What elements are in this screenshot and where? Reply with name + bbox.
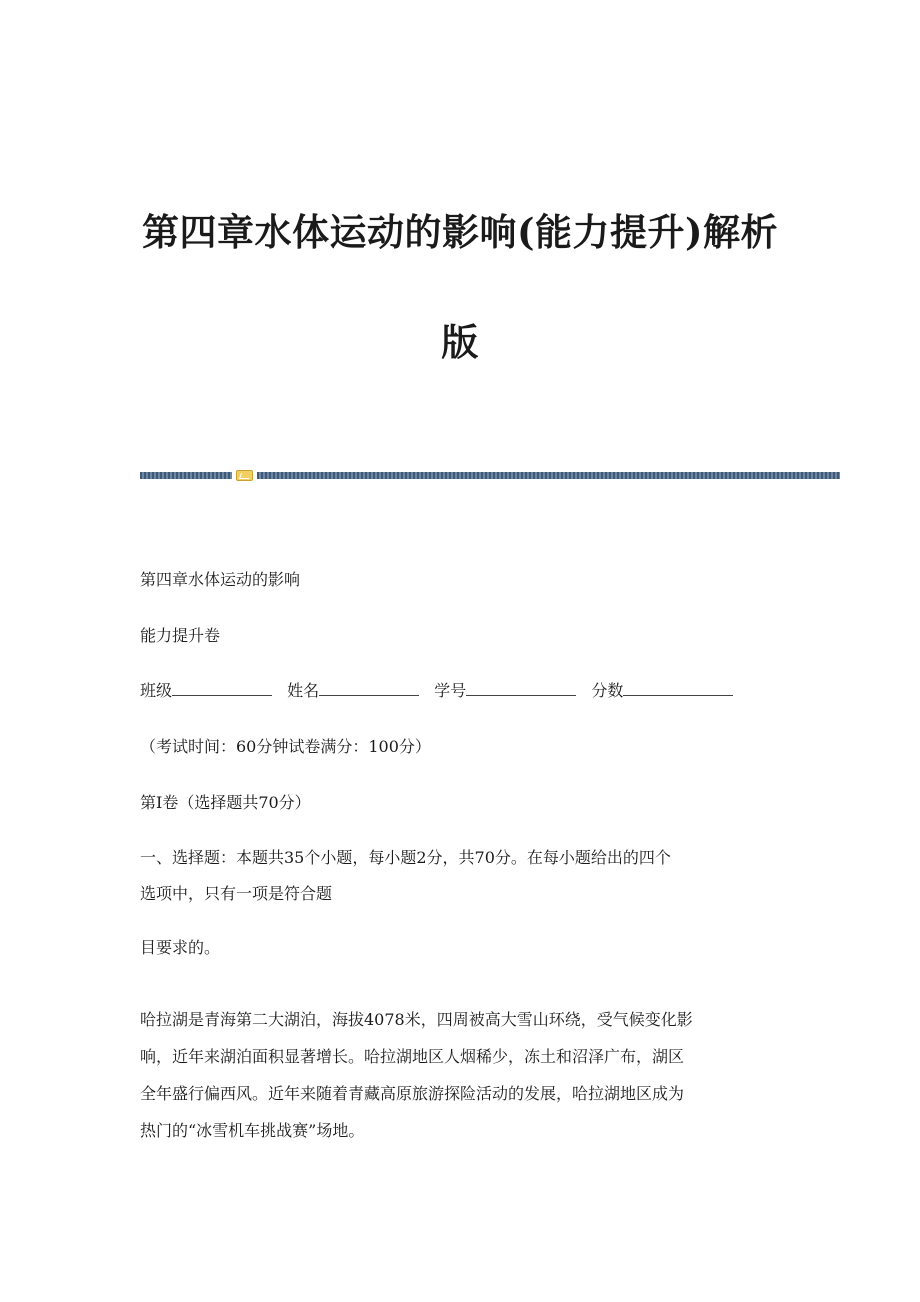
volume-heading: 第Ⅰ卷（选择题共70分）	[140, 793, 311, 812]
instructions-line: 目要求的。	[140, 938, 221, 957]
id-blank[interactable]	[466, 681, 576, 696]
divider-bar-left	[140, 472, 232, 479]
field-label-score: 分数	[591, 681, 624, 700]
name-blank[interactable]	[319, 681, 419, 696]
subheading: 能力提升卷	[140, 626, 221, 645]
passage-line: 全年盛行偏西风。近年来随着青藏高原旅游探险活动的发展，哈拉湖地区成为	[140, 1084, 685, 1103]
section-divider	[140, 470, 840, 480]
field-label-name: 姓名	[287, 681, 320, 700]
passage-line: 哈拉湖是青海第二大湖泊，海拔4078米，四周被高大雪山环绕，受气候变化影	[140, 1010, 693, 1029]
exam-info: （考试时间：60分钟试卷满分：100分）	[140, 737, 431, 756]
reading-passage	[140, 1010, 780, 1141]
instructions-line: 选项中，只有一项是符合题	[140, 884, 333, 903]
divider-bar-right	[257, 472, 840, 479]
title-line-2: 版	[441, 320, 479, 364]
field-label-id: 学号	[434, 681, 467, 700]
document-title	[100, 212, 820, 362]
chapter-heading: 第四章水体运动的影响	[140, 570, 301, 589]
class-blank[interactable]	[172, 681, 272, 696]
envelope-icon	[236, 470, 253, 481]
passage-line: 响，近年来湖泊面积显著增长。哈拉湖地区人烟稀少，冻土和沼泽广布，湖区	[140, 1047, 685, 1066]
field-label-class: 班级	[140, 681, 173, 700]
instructions	[140, 848, 780, 958]
passage-line: 热门的“冰雪机车挑战赛”场地。	[140, 1121, 365, 1140]
student-info-row	[140, 681, 743, 701]
instructions-line: 一、选择题：本题共35个小题，每小题2分，共70分。在每小题给出的四个	[140, 848, 671, 867]
title-line-1: 第四章水体运动的影响(能力提升)解析	[141, 210, 778, 254]
score-blank[interactable]	[623, 681, 733, 696]
